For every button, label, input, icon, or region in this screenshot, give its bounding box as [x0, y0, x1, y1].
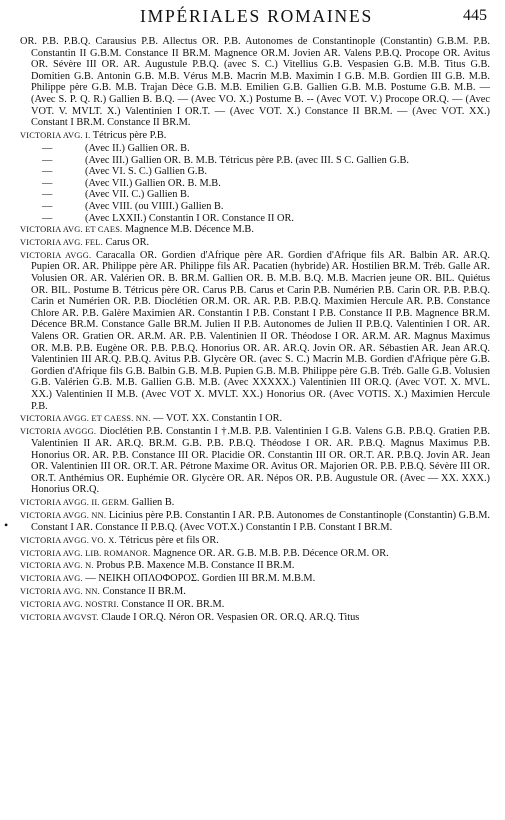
entry-text: Tétricus père P.B. — [92, 130, 167, 142]
entry-legend: VICTORIA AVGG. II. GERM. — [20, 498, 130, 508]
entry-legend: VICTORIA AVG. ET CAES. — [20, 225, 123, 235]
entry-text: Magnence M.B. Décence M.B. — [124, 224, 254, 236]
entry-legend: VICTORIA AVG. NOSTRI. — [20, 600, 119, 610]
sub-entry-text: (Avec VII. C.) Gallien B. — [85, 189, 190, 201]
sub-entry — [20, 143, 490, 155]
entry-text: Constance II BR.M. — [102, 586, 186, 598]
catalog-entry — [20, 497, 490, 509]
entry-text: Caracalla OR. Gordien d'Afrique père AR. Gordien d'Afrique fils AR. Balbin AR. AR.Q. Pupien OR. AR. Philippe père AR. Philippe fils AR. Pacatien (hybride) AR. Hostilien BR.M. Tréb. Galle AR. Volusien OR. AR. Valérien OR. B. BR.M. Gallien OR. B. M.B. B.Q. M.B. Macrien jeune OR. BIL. Quiétus OR. BIL. Postume B. Tétricus père OR. Carus P.B. Carus et Carin P.B. Numérien P.B. Carin OR. P.B. P.B.Q. Carin et Numérien OR. P.B. Dioclétien OR.M. OR. AR. P.B. P.B.Q. Maximien Hercule AR. P.B. Constance Chlore AR. P.B. Galère Maximien AR. Constantin I P.B. Constant I P.B. Constance II P.B. Magnence BR.M. Décence BR.M. Constance Galle BR.M. Julien II P.B. Autonomes de Julien II P.B.Q. Valentinien I OR. AR. Valens OR. Gratien OR. AR.M. AR. P.B. Valentinien II OR. Théodose I OR. AR.M. AR. Magnus Maximus OR. M.B. P.B. Eugène OR. P.B. P.B.Q. Honorius OR. AR. AR.Q. Jovin OR. AR. Sébastien AR. Jean AR.Q. Valentinien III AR.Q. P.B.Q. Avitus P.B. Glycère OR. (avec S. C.) Macrin M.B. Gordien d'Afrique père G.B. Gordien d'Afrique fils G.B. Balbin G.B. M.B. Pupien G.B. M.B. Philippe père G.B. Tréb. Galle G.B. Volusien G.B. Valérien G.B. M.B. Gallien G.B. M.B. (Avec XXXXX.) Valentinien III OR.Q. (Avec VOT. X. MVL. XX.) Valentinien II M.B. (Avec VOT X. MVLT. XX.) Honorius OR. (Avec VOTIS. X.) Maximien Hercule P.B. — [31, 249, 490, 412]
sub-entry-text: (Avec VII.) Gallien OR. B. M.B. — [85, 177, 221, 189]
dash-mark: — — [42, 212, 53, 224]
catalog-entry — [20, 426, 490, 496]
dash-mark: — — [42, 177, 53, 189]
entry-legend: VICTORIA AVGGG. — [20, 427, 97, 437]
catalog-entry — [20, 413, 490, 425]
entry-text: Claude I OR.Q. Néron OR. Vespasien OR. OR.Q. AR.Q. Titus — [101, 611, 360, 623]
entry-text: Carus OR. — [105, 236, 150, 248]
entry-legend: VICTORIA AVG. I. — [20, 131, 91, 141]
entry-legend: VICTORIA AVG. N. — [20, 561, 94, 571]
catalog-entry — [20, 510, 490, 533]
catalog-entry — [20, 548, 490, 560]
page-header — [18, 6, 495, 32]
entry-legend: VICTORIA AVG. — [20, 574, 83, 584]
margin-mark: • — [4, 518, 9, 532]
catalog-entry — [20, 573, 490, 585]
catalog-entry — [20, 586, 490, 598]
catalog-entry — [20, 535, 490, 547]
entry-text: OR. P.B. P.B.Q. Carausius P.B. Allectus OR. P.B. Autonomes de Constantinople (Constantin) G.B.M. P.B. Constantin II G.B.M. Constance II BR.M. Magnence OR.M. Jovien AR. Valens P.B.Q. Procope OR. Avitus OR. Sévère III OR. AR. Augustule P.B.Q. (avec S. C.) Vitellius G.B. Vespasien G.B. M.B. Titus G.B. Domitien G.B. Antonin G.B. M.B. Vérus M.B. Macrin M.B. Maximin I G.B. M.B. Gordien III G.B. M.B. Philippe père G.B. M.B. Trajan Dèce G.B. M.B. Emilien G.B. Gallien G.B. M.B. Postume G.B. M.B. — (Avec S. P. Q. R.) Gallien B. B.Q. — (Avec VO. X.) Postume B. -- (Avec VOT. V.) Procope OR.Q. — (Avec VOT. V. MVLT. X.) Valentinien I OR.T. — (Avec VOT. X.) Constance II BR.M. — (Avec VOT. XX.) Constant I BR.M. Constance II BR.M. — [20, 36, 490, 129]
entry-text: Tétricus père et fils OR. — [119, 534, 219, 546]
dash-mark: — — [42, 166, 53, 178]
entry-legend: VICTORIA AVGG. — [20, 250, 92, 260]
entry-legend: VICTORIA AVG. LIB. ROMANOR. — [20, 548, 151, 558]
entry-legend: VICTORIA AVGG. ET CAESS. NN. — [20, 414, 151, 424]
entry-text: Licinius père P.B. Constantin I AR. P.B. Autonomes de Constantinople (Constantin) G.B.M. Constant I AR. Constance II P.B.Q. (Avec VOT.X.) Constantin I P.B. Constant I BR.M. — [31, 510, 490, 533]
catalog-entry — [20, 250, 490, 412]
entry-text: — ΝΕΙΚΗ ΟΠΛΟΦΟΡΟΣ. Gordien III BR.M. M.B.M. — [85, 573, 316, 585]
catalog-entry — [20, 237, 490, 249]
entry-legend: VICTORIA AVG. FEL. — [20, 237, 103, 247]
dash-mark: — — [42, 189, 53, 201]
catalog-entry — [20, 130, 490, 142]
entry-legend: VICTORIA AVGVST. — [20, 612, 99, 622]
catalog-entry — [20, 560, 490, 572]
sub-entry-text: (Avec VIII. (ou VIIII.) Gallien B. — [85, 200, 224, 212]
page-number: 445 — [463, 7, 487, 24]
sub-entry-text: (Avec II.) Gallien OR. B. — [85, 142, 190, 154]
catalog-entry — [20, 612, 490, 624]
entry-text: Gallien B. — [131, 497, 175, 509]
sub-entry — [20, 213, 490, 225]
entry-text: Magnence OR. AR. G.B. M.B. P.B. Décence OR.M. OR. — [152, 547, 389, 559]
entry-text: Dioclétien P.B. Constantin I †.M.B. P.B. Valentinien I G.B. Valens G.B. P.B.Q. Gratien P.B. Valentinien II AR. AR.Q. BR.M. G.B. P.B. P.B.Q. Théodose I OR. AR. P.B.Q. Magnus Maximus P.B. Honorius OR. AR. P.B. Constance III OR. Placidie OR. Constantin III OR. OR.T. AR. P.B.Q. Jovin AR. Jean OR. Valentinien III OR. OR.T. AR. Pétrone Maxime OR. Avitus OR. Majorien OR. P.B. P.B.Q. Sévère III OR. OR.T. Anthémius OR. Euphémie OR. Glycère OR. AR. Népos OR. P.B. Augustule OR. (Avec — XX. XXX.) Honorius OR.Q. — [31, 426, 490, 496]
sub-entry — [20, 166, 490, 178]
dash-mark: — — [42, 200, 53, 212]
sub-entry-text: (Avec LXXII.) Constantin I OR. Constance II OR. — [85, 212, 294, 224]
entry-legend: VICTORIA AVG. NN. — [20, 587, 100, 597]
catalog-entry — [20, 599, 490, 611]
sub-entry-text: (Avec VI. S. C.) Gallien G.B. — [85, 166, 207, 178]
sub-entry — [20, 189, 490, 201]
sub-entry — [20, 201, 490, 213]
entry-text: Constance II OR. BR.M. — [121, 599, 225, 611]
catalog-text — [20, 36, 490, 625]
sub-entry — [20, 178, 490, 190]
entry-text: Probus P.B. Maxence M.B. Constance II BR.M. — [96, 560, 295, 572]
entry-legend: VICTORIA AVGG. NN. — [20, 511, 107, 521]
dash-mark: — — [42, 142, 53, 154]
sub-entry-text: (Avec III.) Gallien OR. B. M.B. Tétricus père P.B. (avec III. S C. Gallien G.B. — [85, 154, 409, 166]
running-title: IMPÉRIALES ROMAINES — [139, 6, 374, 26]
entry-text: — VOT. XX. Constantin I OR. — [153, 413, 283, 425]
catalog-entry — [20, 224, 490, 236]
dash-mark: — — [42, 154, 53, 166]
entry-legend: VICTORIA AVGG. VO. X. — [20, 535, 117, 545]
sub-entry — [20, 155, 490, 167]
catalog-entry — [20, 36, 490, 129]
